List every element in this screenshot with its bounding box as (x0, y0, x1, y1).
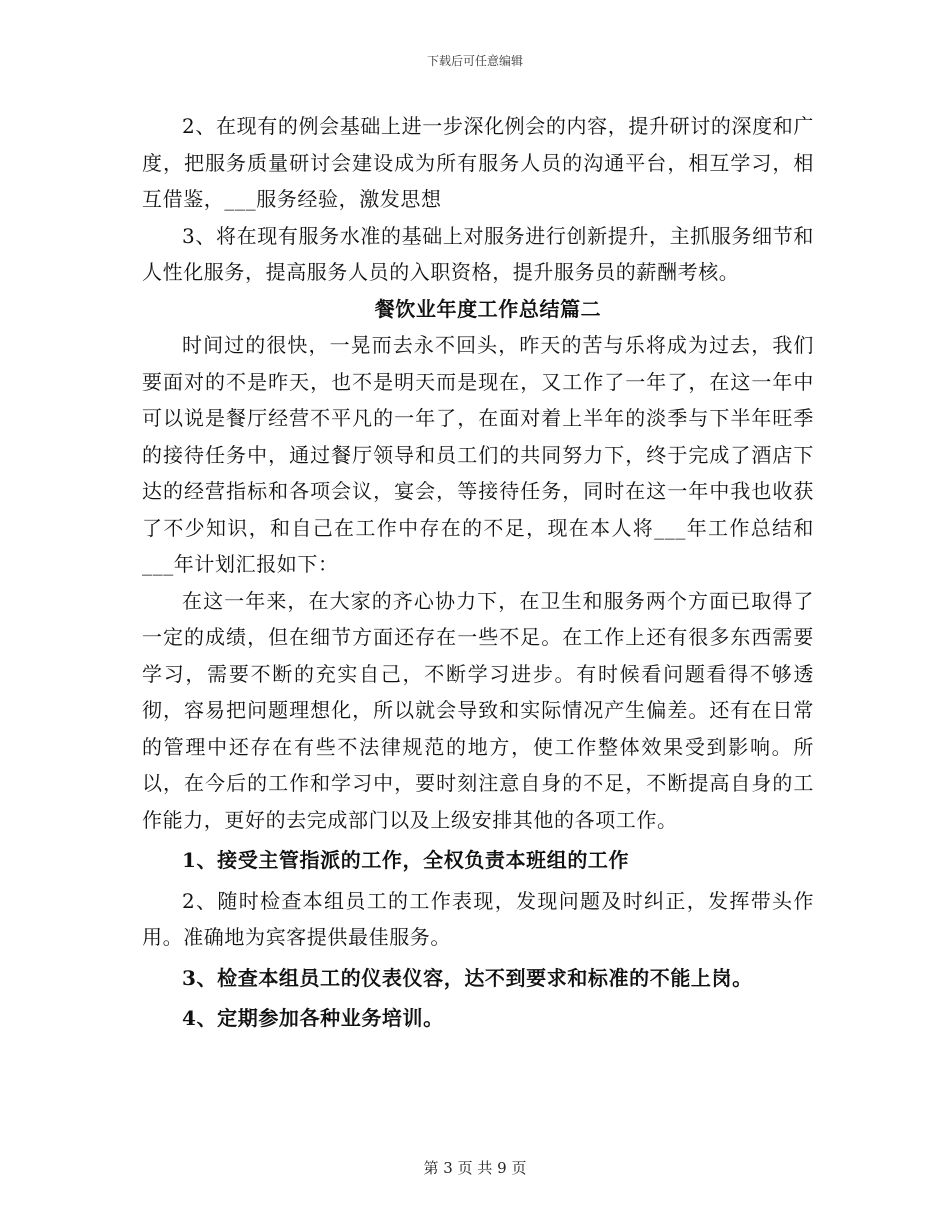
list-item-1: 1、接受主管指派的工作，全权负责本班组的工作 (182, 848, 630, 872)
section-title: 餐饮业年度工作总结篇二 (374, 296, 602, 321)
list-item-3: 3、检查本组员工的仪表仪容，达不到要求和标准的不能上岗。 (182, 965, 753, 990)
paragraph-item-2: 2、在现有的例会基础上进一步深化例会的内容，提升研讨的深度和广度，把服务质量研讨会建设成为所有服务人员的沟通平台，相互学习，相互借鉴，___服务经验，激发思想 (142, 114, 814, 211)
paragraph-item-3: 3、将在现有服务水准的基础上对服务进行创新提升，主抓服务细节和人性化服务，提高服务人员的入职资格，提升服务员的薪酬考核。 (142, 223, 814, 284)
body-paragraph-intro: 时间过的很快，一晃而去永不回头，昨天的苦与乐将成为过去，我们要面对的不是昨天，也不是明天而是现在，又工作了一年了，在这一年中可以说是餐厅经营不平凡的一年了，在面对着上半年的淡季与下半年旺季的接待任务中，通过餐厅领导和员工们的共同努力下，终于完成了酒店下达的经营指标和各项会议，宴会，等接待任务，同时在这一年中我也收获了不少知识，和自己在工作中存在的不足，现在本人将___年工作总结和___年计划汇报如下： (142, 333, 814, 576)
document-body (142, 108, 814, 1037)
list-item-4: 4、定期参加各种业务培训。 (182, 1006, 444, 1030)
list-item-2: 2、随时检查本组员工的工作表现，发现问题及时纠正，发挥带头作用。准确地为宾客提供最佳服务。 (142, 888, 814, 949)
page-header: 下载后可任意编辑 (426, 54, 523, 68)
body-paragraph-review: 在这一年来，在大家的齐心协力下，在卫生和服务两个方面已取得了一定的成绩，但在细节方面还存在一些不足。在工作上还有很多东西需要学习，需要不断的充实自己，不断学习进步。有时候看问题看得不够透彻，容易把问题理想化，所以就会导致和实际情况产生偏差。还有在日常的管理中还存在有些不法律规范的地方，使工作整体效果受到影响。所以，在今后的工作和学习中，要时刻注意自身的不足，不断提高自身的工作能力，更好的去完成部门以及上级安排其他的各项工作。 (142, 588, 814, 832)
page-footer: 第 3 页 共 9 页 (423, 1159, 527, 1177)
